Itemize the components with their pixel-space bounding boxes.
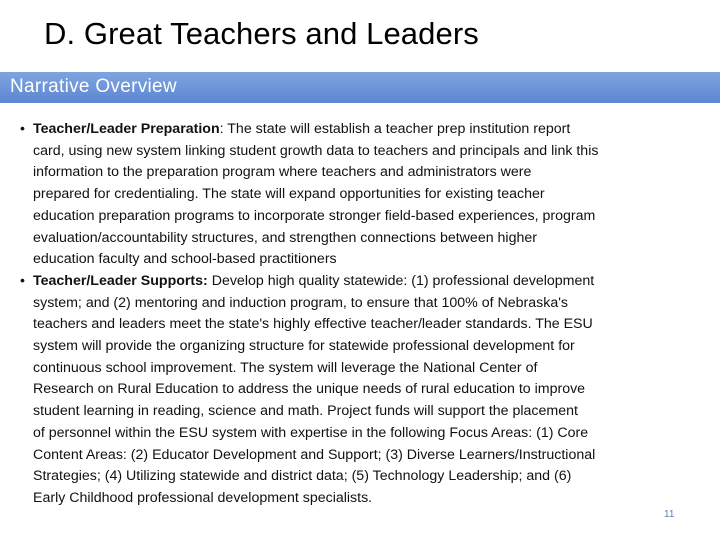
bullet-lead: Teacher/Leader Preparation bbox=[33, 121, 220, 137]
bullet-line: Content Areas: (2) Educator Development and Support; (3) Diverse Learners/Instructional bbox=[33, 446, 596, 463]
bullet-line bbox=[33, 271, 700, 293]
bullet-line: of personnel within the ESU system with expertise in the following Focus Areas: (1) Core bbox=[33, 424, 589, 441]
section-label: Narrative Overview bbox=[10, 76, 177, 97]
bullet-line: teachers and leaders meet the state's highly effective teacher/leader standards. The ESU bbox=[33, 316, 593, 333]
slide-title: D. Great Teachers and Leaders bbox=[44, 16, 479, 51]
bullet-line: Research on Rural Education to address the unique needs of rural education to improve bbox=[33, 381, 586, 398]
bullet-line: education preparation programs to incorporate stronger field-based experiences, program bbox=[33, 207, 596, 224]
bullet-text: Develop high quality statewide: (1) professional development bbox=[207, 272, 595, 289]
bullet-text: The state will establish a teacher prep institution report bbox=[223, 121, 571, 137]
bullet-item-preparation bbox=[20, 119, 700, 271]
bullet-lead-suffix: : bbox=[219, 121, 224, 137]
bullet-line: system; and (2) mentoring and induction program, to ensure that 100% of Nebraska's bbox=[33, 294, 569, 311]
bullet-line: system will provide the organizing structure for statewide professional development for bbox=[33, 338, 575, 355]
section-header-band bbox=[0, 72, 720, 103]
bullet-line: information to the preparation program where teachers and administrators were bbox=[33, 164, 532, 181]
bullet-line bbox=[33, 119, 700, 141]
bullet-line: card, using new system linking student growth data to teachers and principals and link this bbox=[33, 142, 599, 159]
bullet-lead: Teacher/Leader Supports: bbox=[33, 272, 208, 289]
slide-body bbox=[20, 119, 700, 510]
bullet-line: evaluation/accountability structures, and strengthen connections between higher bbox=[33, 229, 537, 246]
bullet-line: education faculty and school-based practitioners bbox=[33, 251, 337, 268]
bullet-line: Strategies; (4) Utilizing statewide and district data; (5) Technology Leadership; and (6) bbox=[33, 468, 572, 485]
bullet-item-supports bbox=[20, 271, 700, 510]
page-number: 11 bbox=[664, 509, 675, 520]
bullet-line: continuous school improvement. The system will leverage the National Center of bbox=[33, 359, 538, 376]
bullet-line: prepared for credentialing. The state will expand opportunities for existing teacher bbox=[33, 186, 545, 203]
bullet-line: student learning in reading, science and math. Project funds will support the placement bbox=[33, 403, 578, 420]
bullet-line: Early Childhood professional development specialists. bbox=[33, 489, 373, 506]
bullet-marker: • bbox=[20, 121, 25, 137]
bullet-marker: • bbox=[20, 272, 25, 289]
